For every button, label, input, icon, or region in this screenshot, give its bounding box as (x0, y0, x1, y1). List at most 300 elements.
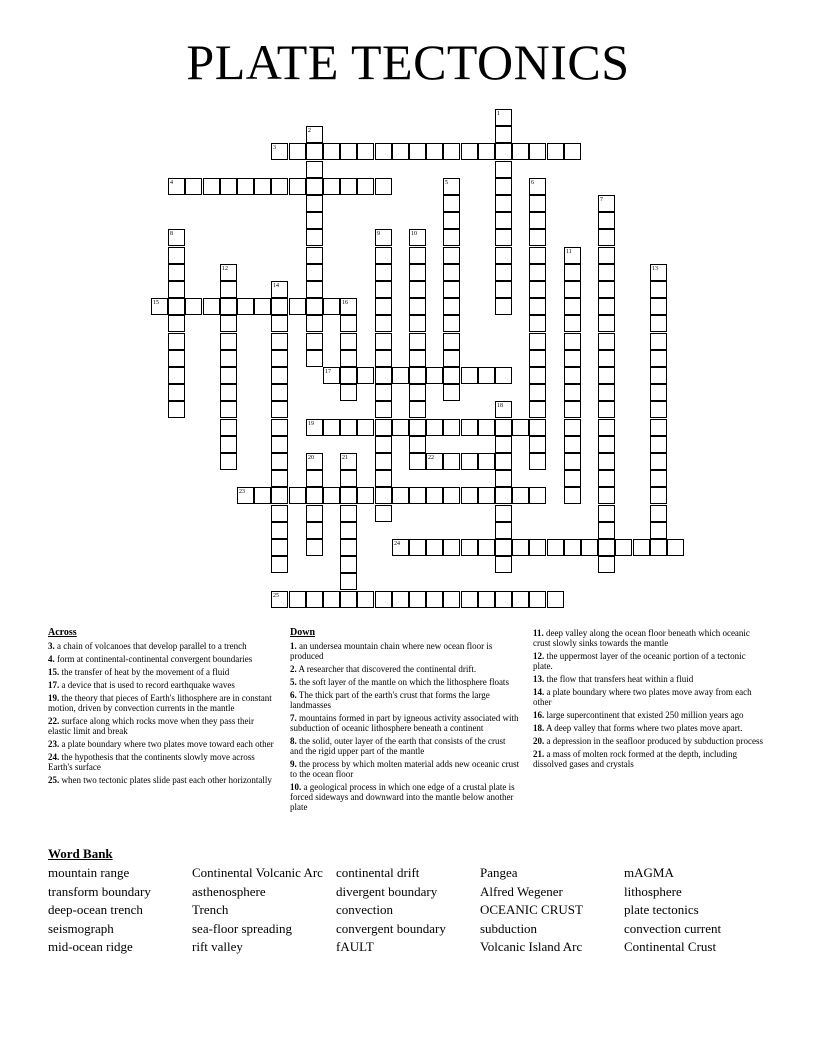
grid-cell[interactable] (185, 298, 202, 315)
grid-cell[interactable] (443, 350, 460, 367)
grid-cell[interactable] (633, 539, 650, 556)
grid-cell[interactable] (375, 436, 392, 453)
grid-cell[interactable] (306, 161, 323, 178)
grid-cell[interactable] (478, 419, 495, 436)
grid-cell[interactable] (340, 315, 357, 332)
grid-cell[interactable] (529, 453, 546, 470)
grid-cell[interactable] (529, 264, 546, 281)
grid-cell[interactable] (306, 229, 323, 246)
grid-cell[interactable] (168, 315, 185, 332)
grid-cell[interactable] (168, 384, 185, 401)
grid-cell[interactable] (271, 522, 288, 539)
grid-cell[interactable] (306, 315, 323, 332)
grid-cell[interactable] (375, 453, 392, 470)
grid-cell[interactable] (392, 419, 409, 436)
grid-cell[interactable] (650, 522, 667, 539)
grid-cell[interactable] (340, 556, 357, 573)
grid-cell[interactable] (289, 143, 306, 160)
grid-cell[interactable] (340, 367, 357, 384)
grid-cell[interactable] (323, 178, 340, 195)
grid-cell[interactable] (443, 298, 460, 315)
grid-cell[interactable] (529, 436, 546, 453)
grid-cell[interactable] (306, 298, 323, 315)
grid-cell[interactable] (598, 453, 615, 470)
grid-cell[interactable] (271, 178, 288, 195)
grid-cell[interactable] (168, 247, 185, 264)
grid-cell[interactable] (529, 539, 546, 556)
grid-cell[interactable] (598, 212, 615, 229)
grid-cell[interactable] (151, 298, 168, 315)
grid-cell[interactable] (426, 367, 443, 384)
grid-cell[interactable] (650, 281, 667, 298)
grid-cell[interactable] (529, 315, 546, 332)
grid-cell[interactable] (409, 229, 426, 246)
grid-cell[interactable] (495, 178, 512, 195)
grid-cell[interactable] (357, 419, 374, 436)
grid-cell[interactable] (409, 453, 426, 470)
grid-cell[interactable] (529, 333, 546, 350)
grid-cell[interactable] (271, 315, 288, 332)
grid-cell[interactable] (512, 591, 529, 608)
grid-cell[interactable] (168, 178, 185, 195)
grid-cell[interactable] (443, 143, 460, 160)
grid-cell[interactable] (650, 367, 667, 384)
grid-cell[interactable] (375, 143, 392, 160)
grid-cell[interactable] (512, 539, 529, 556)
grid-cell[interactable] (495, 126, 512, 143)
grid-cell[interactable] (409, 350, 426, 367)
grid-cell[interactable] (409, 487, 426, 504)
grid-cell[interactable] (306, 350, 323, 367)
grid-cell[interactable] (409, 367, 426, 384)
grid-cell[interactable] (271, 281, 288, 298)
grid-cell[interactable] (392, 539, 409, 556)
grid-cell[interactable] (443, 315, 460, 332)
grid-cell[interactable] (478, 143, 495, 160)
grid-cell[interactable] (495, 367, 512, 384)
grid-cell[interactable] (409, 143, 426, 160)
grid-cell[interactable] (220, 384, 237, 401)
grid-cell[interactable] (323, 143, 340, 160)
grid-cell[interactable] (529, 384, 546, 401)
grid-cell[interactable] (168, 281, 185, 298)
grid-cell[interactable] (564, 298, 581, 315)
grid-cell[interactable] (375, 229, 392, 246)
grid-cell[interactable] (529, 367, 546, 384)
grid-cell[interactable] (598, 333, 615, 350)
grid-cell[interactable] (306, 487, 323, 504)
grid-cell[interactable] (529, 143, 546, 160)
grid-cell[interactable] (650, 350, 667, 367)
grid-cell[interactable] (495, 505, 512, 522)
grid-cell[interactable] (271, 556, 288, 573)
grid-cell[interactable] (495, 143, 512, 160)
grid-cell[interactable] (529, 419, 546, 436)
grid-cell[interactable] (340, 350, 357, 367)
grid-cell[interactable] (254, 298, 271, 315)
grid-cell[interactable] (443, 539, 460, 556)
grid-cell[interactable] (461, 487, 478, 504)
grid-cell[interactable] (512, 143, 529, 160)
grid-cell[interactable] (564, 487, 581, 504)
grid-cell[interactable] (375, 350, 392, 367)
grid-cell[interactable] (409, 315, 426, 332)
grid-cell[interactable] (306, 126, 323, 143)
grid-cell[interactable] (443, 195, 460, 212)
grid-cell[interactable] (375, 281, 392, 298)
grid-cell[interactable] (443, 453, 460, 470)
grid-cell[interactable] (306, 264, 323, 281)
grid-cell[interactable] (426, 143, 443, 160)
grid-cell[interactable] (495, 109, 512, 126)
grid-cell[interactable] (495, 591, 512, 608)
grid-cell[interactable] (564, 143, 581, 160)
grid-cell[interactable] (426, 539, 443, 556)
grid-cell[interactable] (426, 591, 443, 608)
grid-cell[interactable] (495, 487, 512, 504)
grid-cell[interactable] (357, 143, 374, 160)
grid-cell[interactable] (340, 453, 357, 470)
grid-cell[interactable] (220, 419, 237, 436)
grid-cell[interactable] (237, 298, 254, 315)
grid-cell[interactable] (168, 264, 185, 281)
grid-cell[interactable] (340, 143, 357, 160)
grid-cell[interactable] (650, 315, 667, 332)
grid-cell[interactable] (564, 350, 581, 367)
grid-cell[interactable] (271, 333, 288, 350)
grid-cell[interactable] (547, 143, 564, 160)
grid-cell[interactable] (615, 539, 632, 556)
grid-cell[interactable] (254, 178, 271, 195)
grid-cell[interactable] (443, 212, 460, 229)
grid-cell[interactable] (168, 367, 185, 384)
grid-cell[interactable] (547, 591, 564, 608)
grid-cell[interactable] (564, 281, 581, 298)
grid-cell[interactable] (598, 556, 615, 573)
grid-cell[interactable] (289, 591, 306, 608)
grid-cell[interactable] (306, 212, 323, 229)
grid-cell[interactable] (598, 367, 615, 384)
grid-cell[interactable] (375, 470, 392, 487)
grid-cell[interactable] (495, 401, 512, 418)
grid-cell[interactable] (461, 367, 478, 384)
grid-cell[interactable] (271, 350, 288, 367)
grid-cell[interactable] (650, 298, 667, 315)
grid-cell[interactable] (271, 487, 288, 504)
grid-cell[interactable] (289, 487, 306, 504)
grid-cell[interactable] (220, 367, 237, 384)
grid-cell[interactable] (598, 487, 615, 504)
grid-cell[interactable] (529, 350, 546, 367)
grid-cell[interactable] (667, 539, 684, 556)
grid-cell[interactable] (271, 419, 288, 436)
grid-cell[interactable] (375, 367, 392, 384)
grid-cell[interactable] (237, 487, 254, 504)
grid-cell[interactable] (306, 539, 323, 556)
grid-cell[interactable] (495, 212, 512, 229)
grid-cell[interactable] (495, 522, 512, 539)
grid-cell[interactable] (495, 419, 512, 436)
grid-cell[interactable] (650, 436, 667, 453)
grid-cell[interactable] (564, 367, 581, 384)
grid-cell[interactable] (598, 298, 615, 315)
grid-cell[interactable] (650, 333, 667, 350)
grid-cell[interactable] (529, 212, 546, 229)
grid-cell[interactable] (598, 229, 615, 246)
grid-cell[interactable] (306, 281, 323, 298)
grid-cell[interactable] (443, 264, 460, 281)
grid-cell[interactable] (426, 487, 443, 504)
grid-cell[interactable] (650, 401, 667, 418)
grid-cell[interactable] (598, 436, 615, 453)
grid-cell[interactable] (443, 487, 460, 504)
grid-cell[interactable] (375, 591, 392, 608)
grid-cell[interactable] (409, 419, 426, 436)
grid-cell[interactable] (340, 178, 357, 195)
grid-cell[interactable] (478, 591, 495, 608)
grid-cell[interactable] (409, 401, 426, 418)
grid-cell[interactable] (495, 281, 512, 298)
grid-cell[interactable] (598, 401, 615, 418)
grid-cell[interactable] (271, 470, 288, 487)
grid-cell[interactable] (478, 487, 495, 504)
grid-cell[interactable] (254, 487, 271, 504)
grid-cell[interactable] (409, 591, 426, 608)
grid-cell[interactable] (220, 178, 237, 195)
grid-cell[interactable] (461, 591, 478, 608)
grid-cell[interactable] (357, 591, 374, 608)
grid-cell[interactable] (598, 264, 615, 281)
grid-cell[interactable] (168, 229, 185, 246)
grid-cell[interactable] (564, 384, 581, 401)
grid-cell[interactable] (340, 591, 357, 608)
grid-cell[interactable] (426, 419, 443, 436)
grid-cell[interactable] (461, 453, 478, 470)
grid-cell[interactable] (306, 419, 323, 436)
grid-cell[interactable] (443, 367, 460, 384)
grid-cell[interactable] (220, 436, 237, 453)
grid-cell[interactable] (564, 470, 581, 487)
grid-cell[interactable] (409, 264, 426, 281)
grid-cell[interactable] (392, 367, 409, 384)
grid-cell[interactable] (409, 436, 426, 453)
grid-cell[interactable] (409, 298, 426, 315)
grid-cell[interactable] (409, 539, 426, 556)
grid-cell[interactable] (306, 195, 323, 212)
grid-cell[interactable] (409, 281, 426, 298)
grid-cell[interactable] (323, 419, 340, 436)
grid-cell[interactable] (598, 350, 615, 367)
grid-cell[interactable] (289, 298, 306, 315)
grid-cell[interactable] (271, 367, 288, 384)
grid-cell[interactable] (495, 470, 512, 487)
grid-cell[interactable] (306, 522, 323, 539)
grid-cell[interactable] (409, 384, 426, 401)
grid-cell[interactable] (529, 298, 546, 315)
grid-cell[interactable] (271, 384, 288, 401)
grid-cell[interactable] (495, 229, 512, 246)
grid-cell[interactable] (478, 453, 495, 470)
grid-cell[interactable] (564, 401, 581, 418)
grid-cell[interactable] (650, 419, 667, 436)
grid-cell[interactable] (650, 470, 667, 487)
grid-cell[interactable] (598, 384, 615, 401)
grid-cell[interactable] (598, 470, 615, 487)
grid-cell[interactable] (598, 505, 615, 522)
grid-cell[interactable] (495, 298, 512, 315)
grid-cell[interactable] (529, 229, 546, 246)
grid-cell[interactable] (512, 487, 529, 504)
grid-cell[interactable] (306, 470, 323, 487)
grid-cell[interactable] (529, 591, 546, 608)
grid-cell[interactable] (529, 281, 546, 298)
grid-cell[interactable] (409, 247, 426, 264)
grid-cell[interactable] (168, 401, 185, 418)
grid-cell[interactable] (271, 453, 288, 470)
grid-cell[interactable] (237, 178, 254, 195)
grid-cell[interactable] (323, 591, 340, 608)
grid-cell[interactable] (564, 539, 581, 556)
grid-cell[interactable] (461, 143, 478, 160)
grid-cell[interactable] (340, 487, 357, 504)
grid-cell[interactable] (340, 573, 357, 590)
grid-cell[interactable] (340, 333, 357, 350)
grid-cell[interactable] (495, 264, 512, 281)
grid-cell[interactable] (443, 281, 460, 298)
grid-cell[interactable] (375, 247, 392, 264)
grid-cell[interactable] (340, 539, 357, 556)
grid-cell[interactable] (461, 539, 478, 556)
grid-cell[interactable] (185, 178, 202, 195)
grid-cell[interactable] (271, 143, 288, 160)
grid-cell[interactable] (375, 298, 392, 315)
grid-cell[interactable] (271, 505, 288, 522)
grid-cell[interactable] (375, 401, 392, 418)
grid-cell[interactable] (581, 539, 598, 556)
grid-cell[interactable] (598, 315, 615, 332)
grid-cell[interactable] (529, 247, 546, 264)
grid-cell[interactable] (564, 436, 581, 453)
grid-cell[interactable] (168, 350, 185, 367)
grid-cell[interactable] (220, 315, 237, 332)
grid-cell[interactable] (357, 487, 374, 504)
grid-cell[interactable] (168, 333, 185, 350)
grid-cell[interactable] (598, 247, 615, 264)
grid-cell[interactable] (306, 453, 323, 470)
grid-cell[interactable] (220, 298, 237, 315)
grid-cell[interactable] (443, 419, 460, 436)
grid-cell[interactable] (650, 384, 667, 401)
grid-cell[interactable] (340, 505, 357, 522)
grid-cell[interactable] (375, 487, 392, 504)
grid-cell[interactable] (564, 419, 581, 436)
grid-cell[interactable] (220, 453, 237, 470)
grid-cell[interactable] (271, 401, 288, 418)
grid-cell[interactable] (375, 505, 392, 522)
grid-cell[interactable] (306, 247, 323, 264)
grid-cell[interactable] (650, 264, 667, 281)
grid-cell[interactable] (495, 539, 512, 556)
grid-cell[interactable] (340, 384, 357, 401)
grid-cell[interactable] (564, 453, 581, 470)
grid-cell[interactable] (529, 401, 546, 418)
grid-cell[interactable] (650, 453, 667, 470)
grid-cell[interactable] (375, 419, 392, 436)
grid-cell[interactable] (443, 247, 460, 264)
grid-cell[interactable] (375, 264, 392, 281)
grid-cell[interactable] (443, 229, 460, 246)
grid-cell[interactable] (392, 143, 409, 160)
grid-cell[interactable] (529, 178, 546, 195)
grid-cell[interactable] (564, 247, 581, 264)
grid-cell[interactable] (375, 333, 392, 350)
grid-cell[interactable] (529, 195, 546, 212)
grid-cell[interactable] (168, 298, 185, 315)
grid-cell[interactable] (443, 591, 460, 608)
grid-cell[interactable] (547, 539, 564, 556)
grid-cell[interactable] (375, 178, 392, 195)
grid-cell[interactable] (306, 143, 323, 160)
grid-cell[interactable] (357, 367, 374, 384)
grid-cell[interactable] (598, 522, 615, 539)
grid-cell[interactable] (564, 333, 581, 350)
grid-cell[interactable] (220, 350, 237, 367)
grid-cell[interactable] (650, 505, 667, 522)
grid-cell[interactable] (512, 419, 529, 436)
grid-cell[interactable] (564, 315, 581, 332)
grid-cell[interactable] (529, 487, 546, 504)
grid-cell[interactable] (340, 522, 357, 539)
grid-cell[interactable] (220, 264, 237, 281)
grid-cell[interactable] (375, 384, 392, 401)
grid-cell[interactable] (271, 591, 288, 608)
grid-cell[interactable] (340, 470, 357, 487)
grid-cell[interactable] (495, 161, 512, 178)
grid-cell[interactable] (340, 419, 357, 436)
grid-cell[interactable] (203, 178, 220, 195)
grid-cell[interactable] (650, 539, 667, 556)
grid-cell[interactable] (650, 487, 667, 504)
grid-cell[interactable] (306, 333, 323, 350)
grid-cell[interactable] (598, 419, 615, 436)
grid-cell[interactable] (271, 298, 288, 315)
grid-cell[interactable] (323, 487, 340, 504)
grid-cell[interactable] (289, 178, 306, 195)
grid-cell[interactable] (306, 178, 323, 195)
grid-cell[interactable] (323, 367, 340, 384)
grid-cell[interactable] (478, 539, 495, 556)
grid-cell[interactable] (409, 333, 426, 350)
grid-cell[interactable] (495, 556, 512, 573)
grid-cell[interactable] (392, 487, 409, 504)
grid-cell[interactable] (598, 539, 615, 556)
grid-cell[interactable] (306, 505, 323, 522)
grid-cell[interactable] (220, 281, 237, 298)
grid-cell[interactable] (271, 436, 288, 453)
grid-cell[interactable] (220, 333, 237, 350)
grid-cell[interactable] (340, 298, 357, 315)
grid-cell[interactable] (495, 195, 512, 212)
grid-cell[interactable] (478, 367, 495, 384)
grid-cell[interactable] (323, 298, 340, 315)
grid-cell[interactable] (306, 591, 323, 608)
grid-cell[interactable] (375, 315, 392, 332)
grid-cell[interactable] (220, 401, 237, 418)
grid-cell[interactable] (495, 247, 512, 264)
grid-cell[interactable] (426, 453, 443, 470)
grid-cell[interactable] (443, 384, 460, 401)
grid-cell[interactable] (357, 178, 374, 195)
